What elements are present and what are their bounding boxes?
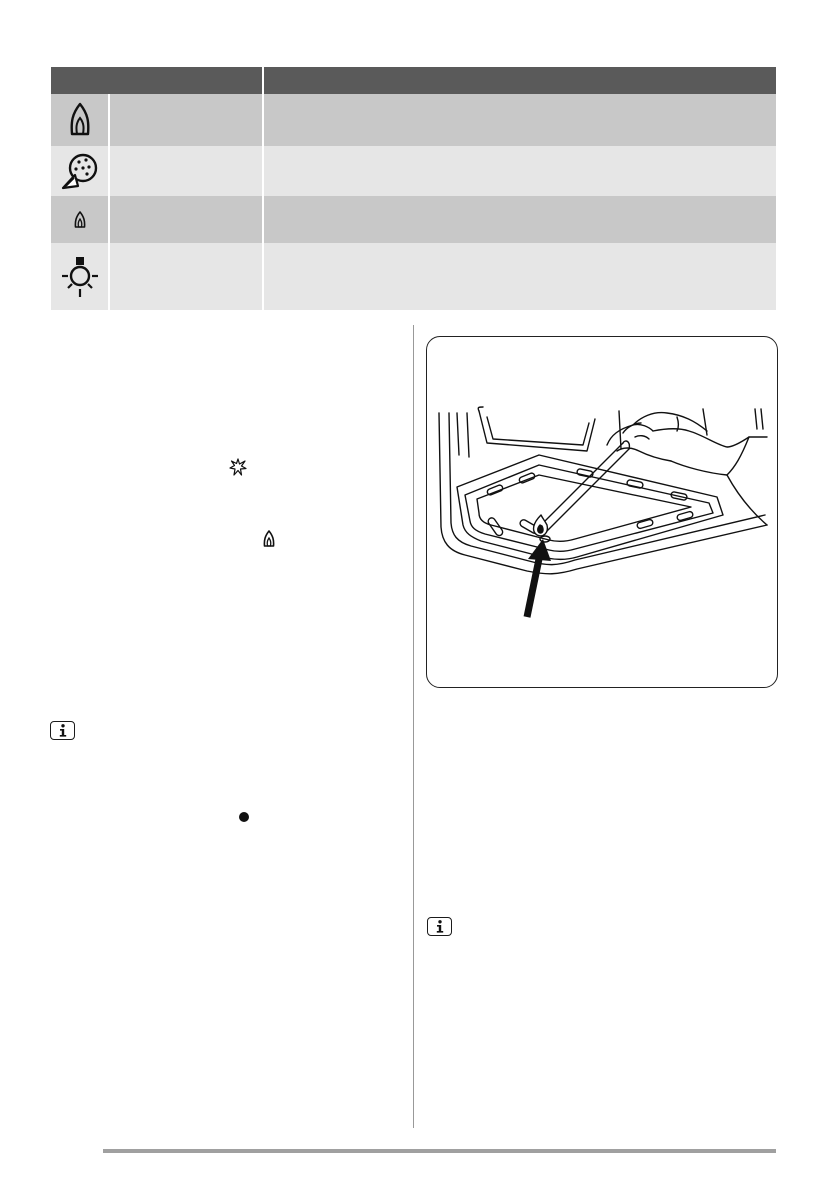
small-flame-icon [51,196,108,243]
oven-ignition-illustration [427,337,779,689]
table-row [51,196,776,243]
row-separator [262,196,264,243]
row-separator [108,94,110,146]
column-divider [413,325,414,1128]
footer-rule [103,1149,776,1153]
oven-lamp-icon [51,243,108,310]
info-icon [427,917,452,936]
small-flame-icon [263,530,275,553]
figure-frame [426,336,778,688]
full-flame-icon [51,94,108,146]
arrow-pointer [527,539,551,617]
dot-icon [239,812,249,822]
table-header [51,67,776,94]
row-separator [262,243,264,310]
spark-icon [229,458,247,481]
row-separator [108,243,110,310]
pizza-icon [51,146,108,196]
row-separator [262,94,264,146]
row-separator [108,146,110,196]
table-header-divider [262,67,264,94]
table-row [51,94,776,146]
row-separator [108,196,110,243]
table-row [51,146,776,196]
info-icon [50,721,75,740]
row-separator [262,146,264,196]
table-row [51,243,776,310]
